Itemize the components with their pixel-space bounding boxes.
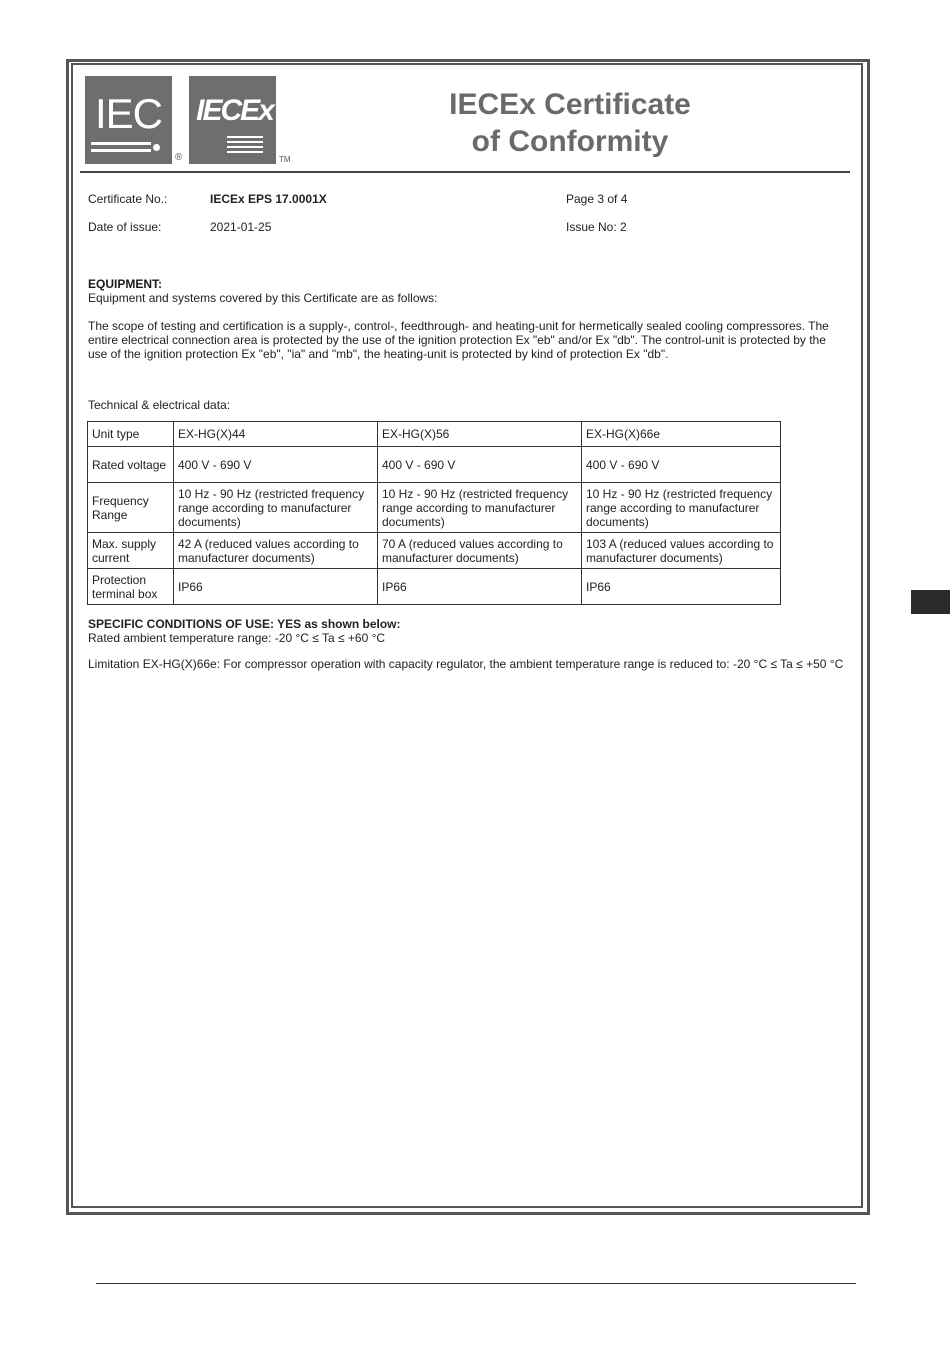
row-header: Rated voltage (88, 447, 174, 483)
table-row (88, 569, 781, 605)
table-cell: IP66 (378, 569, 582, 605)
table-cell: 42 A (reduced values according to manufacturer documents) (174, 533, 378, 569)
row-header: Protection terminal box (88, 569, 174, 605)
table-cell: 70 A (reduced values according to manufacturer documents) (378, 533, 582, 569)
trademark-mark: TM (279, 155, 291, 164)
issue-number: Issue No: 2 (566, 220, 627, 234)
table-row (88, 533, 781, 569)
tech-data-label: Technical & electrical data: (88, 398, 231, 412)
table-cell: EX-HG(X)44 (174, 422, 378, 447)
equipment-intro: Equipment and systems covered by this Certificate are as follows: (88, 291, 438, 305)
date-value: 2021-01-25 (210, 220, 272, 234)
row-header: Frequency Range (88, 483, 174, 533)
footer-divider (96, 1283, 856, 1284)
registered-mark: ® (175, 152, 183, 163)
row-header: Unit type (88, 422, 174, 447)
page-number: Page 3 of 4 (566, 192, 628, 206)
title-line-1: IECEx Certificate (449, 88, 691, 121)
iec-logo (85, 76, 172, 164)
iecex-logo-text: IECEx (196, 94, 273, 127)
equipment-scope: The scope of testing and certification is a supply-, control-, feedthrough- and heating-unit for hermetically sealed cooling compressores. The entire electrical connection area is protected by the use of the ignition protection Ex "eb" and/or Ex "db". The control-unit is protected by the use of the ignition protection Ex "eb", "ia" and "mb", the heating-unit is protected by kind of protection Ex "db". (88, 319, 829, 361)
table-cell: IP66 (582, 569, 781, 605)
table-cell: 10 Hz - 90 Hz (restricted frequency range according to manufacturer documents) (174, 483, 378, 533)
conditions-heading: SPECIFIC CONDITIONS OF USE: YES as shown below: (88, 617, 401, 631)
table-cell: 10 Hz - 90 Hz (restricted frequency range according to manufacturer documents) (582, 483, 781, 533)
equipment-heading: EQUIPMENT: (88, 277, 163, 291)
document-title (420, 86, 720, 160)
iec-logo-text: IEC (94, 90, 162, 137)
table-cell: EX-HG(X)56 (378, 422, 582, 447)
cert-no-value: IECEx EPS 17.0001X (210, 192, 327, 206)
table-cell: 400 V - 690 V (174, 447, 378, 483)
ambient-temperature: Rated ambient temperature range: -20 °C ≤ Ta ≤ +60 °C (88, 631, 386, 645)
table-cell: 103 A (reduced values according to manufacturer documents) (582, 533, 781, 569)
table-cell: IP66 (174, 569, 378, 605)
table-row (88, 422, 781, 447)
table-row (88, 447, 781, 483)
table-row (88, 483, 781, 533)
table-cell: 10 Hz - 90 Hz (restricted frequency range according to manufacturer documents) (378, 483, 582, 533)
header-divider (80, 171, 850, 173)
cert-no-label: Certificate No.: (88, 192, 168, 206)
date-label: Date of issue: (88, 220, 162, 234)
technical-data-table (87, 421, 781, 605)
table-cell: EX-HG(X)66e (582, 422, 781, 447)
table-cell: 400 V - 690 V (582, 447, 781, 483)
iecex-logo (189, 76, 276, 164)
title-line-2: of Conformity (471, 125, 669, 158)
limitation-text: Limitation EX-HG(X)66e: For compressor operation with capacity regulator, the ambient temperature range is reduced to: -20 °C ≤ Ta ≤ +50 °C (88, 657, 844, 671)
page-edge-tab (911, 590, 950, 614)
table-cell: 400 V - 690 V (378, 447, 582, 483)
row-header: Max. supply current (88, 533, 174, 569)
